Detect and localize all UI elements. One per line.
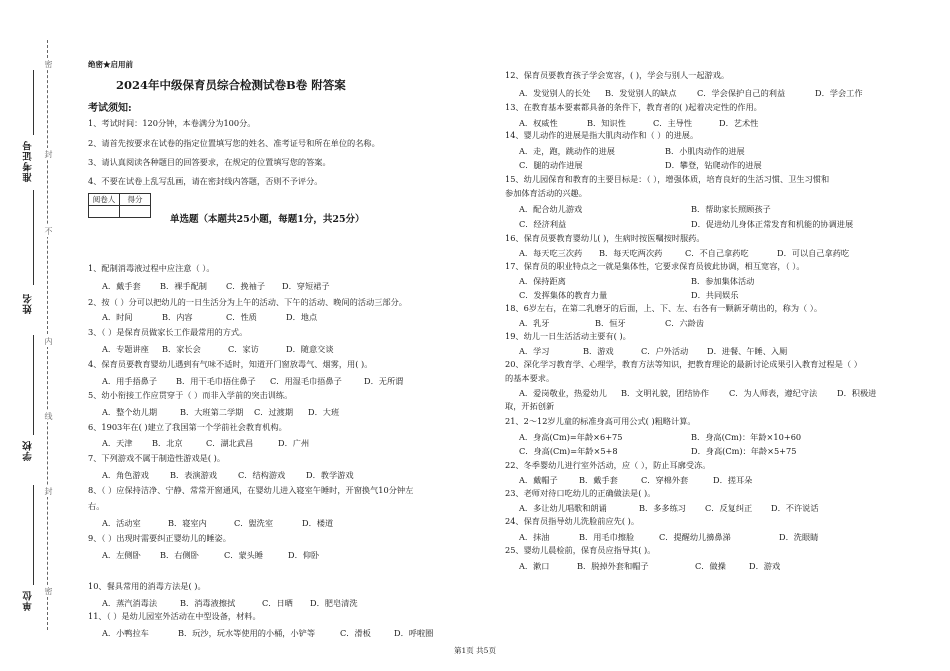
school-label: 学校: [23, 440, 34, 461]
question-options: [102, 344, 334, 355]
seal-char: 密: [44, 60, 53, 68]
reviewer-cell: 阅卷人: [89, 194, 120, 206]
question-options: [519, 219, 853, 230]
question-options: [519, 388, 876, 399]
question-options: [519, 346, 787, 357]
option[interactable]: A．活动室: [102, 518, 141, 528]
question: 24、保育员指导幼儿洗脸前应先( )。: [505, 516, 640, 526]
question: 13、在教育基本要素都具备的条件下，教育者的( )起着决定性的作用。: [505, 102, 762, 112]
option[interactable]: D．随意交谈: [286, 344, 334, 354]
option[interactable]: B．帮助家长照顾孩子: [691, 204, 771, 214]
option[interactable]: C．为人师表，遵纪守法: [729, 388, 818, 398]
question: 17、保育员的职业特点之一就是集体性，它要求保育员彼此协调，相互宽容，（ ）。: [505, 261, 805, 271]
unit-line: [33, 485, 34, 585]
option[interactable]: C．盥洗室: [234, 518, 274, 528]
option[interactable]: C．发挥集体的教育力量: [519, 290, 608, 300]
option[interactable]: A．专题讲座: [102, 344, 149, 354]
question-options: [519, 248, 849, 259]
option[interactable]: D．楼道: [302, 518, 334, 528]
option[interactable]: C．经济利益: [519, 219, 567, 229]
option[interactable]: A．爱岗敬业，热爱幼儿: [519, 388, 607, 398]
option[interactable]: A．整个幼儿期: [102, 407, 158, 417]
question: 14、婴儿动作的进展是指大肌肉动作和（ ）的进展。: [505, 130, 699, 140]
question-options: [102, 598, 358, 609]
question-options: [519, 276, 754, 287]
notice-item: 1、考试时间：120分钟，本卷满分为100分。: [88, 118, 256, 128]
option[interactable]: A．每天吃三次药: [519, 248, 583, 258]
option[interactable]: B．发觉别人的缺点: [605, 88, 677, 98]
admit-number-label: 准考证号: [23, 140, 34, 182]
option[interactable]: A．戴手套: [102, 281, 141, 291]
question-options: [519, 503, 819, 514]
seal-char: 封: [44, 150, 53, 158]
option[interactable]: A．天津: [102, 438, 133, 448]
option[interactable]: C．滑板: [340, 628, 371, 638]
option[interactable]: A．漱口: [519, 561, 550, 571]
option[interactable]: B．多多练习: [639, 503, 686, 513]
option[interactable]: A．时间: [102, 312, 133, 322]
option[interactable]: C．做操: [695, 561, 726, 571]
question-options: [519, 532, 818, 543]
score-box: [88, 193, 151, 218]
option[interactable]: D．学会工作: [815, 88, 863, 98]
option[interactable]: B．戴手套: [579, 475, 618, 485]
question: 5、幼小衔接工作应贯穿于（ ）而非入学前的突击训练。: [88, 390, 293, 400]
option[interactable]: C．过渡期: [254, 407, 294, 417]
option[interactable]: A．用手捂鼻子: [102, 376, 158, 386]
question-options: [102, 438, 309, 449]
page-title: 2024年中级保育员综合检测试卷B卷 附答案: [116, 78, 346, 92]
question: 12、保育员要教育孩子学会宽容，( )，学会与别人一起游戏。: [505, 70, 730, 80]
notice-item: 3、请认真阅读各种题目的回答要求，在规定的位置填写您的答案。: [88, 157, 331, 167]
question: 6、1903年在( )建立了我国第一个学前社会教育机构。: [88, 422, 287, 432]
admit-number-line: [33, 70, 34, 135]
option[interactable]: A．走，跑，跳动作的进展: [519, 146, 615, 156]
option[interactable]: D．可以自己拿药吃: [777, 248, 850, 258]
unit-label: 单位: [23, 590, 34, 611]
option[interactable]: B．脱掉外套和帽子: [577, 561, 649, 571]
option[interactable]: C．腿的动作进展: [519, 160, 583, 170]
seal-char: 不: [44, 227, 53, 235]
option[interactable]: B．右侧卧: [160, 550, 199, 560]
question-options: [519, 475, 752, 486]
option[interactable]: B．北京: [152, 438, 183, 448]
option[interactable]: B．知识性: [587, 118, 626, 128]
option[interactable]: D．广州: [278, 438, 310, 448]
option[interactable]: A．身高(Cm)=年龄×6+75: [519, 432, 623, 442]
question-options: [102, 407, 339, 418]
option[interactable]: D．肥皂清洗: [310, 598, 358, 608]
question: 3、（ ）是保育员做家长工作最常用的方式。: [88, 327, 248, 337]
question-options: [519, 318, 704, 329]
option[interactable]: A．乳牙: [519, 318, 550, 328]
question-options: [519, 290, 739, 301]
score-blank[interactable]: [120, 206, 151, 218]
option[interactable]: A．蒸汽消毒法: [102, 598, 158, 608]
option[interactable]: D．大班: [308, 407, 340, 417]
option[interactable]: B．游戏: [583, 346, 614, 356]
option[interactable]: C．性质: [226, 312, 257, 322]
option[interactable]: B．寝室内: [168, 518, 207, 528]
question: 8、（ ）应保持洁净、宁静、常常开窗通风，在婴幼儿进入寝室午睡时，开窗换气10分钟左: [88, 485, 414, 495]
question-continued: 右。: [88, 501, 105, 511]
question: 19、幼儿一日生活活动主要有( )。: [505, 331, 631, 341]
option[interactable]: C．反复纠正: [705, 503, 753, 513]
question: 10、餐具常用的消毒方法是( )。: [88, 581, 206, 591]
question-options: [102, 550, 319, 561]
question-options: [102, 470, 354, 481]
option[interactable]: C．六龄齿: [665, 318, 705, 328]
option[interactable]: D．穿短裙子: [282, 281, 330, 291]
question: 22、冬季婴幼儿进行室外活动，应（ ），防止耳廓受冻。: [505, 460, 711, 470]
option[interactable]: D．搓耳朵: [713, 475, 753, 485]
page-number: 第1页 共5页: [454, 646, 496, 655]
option[interactable]: D．游戏: [749, 561, 781, 571]
option[interactable]: B．身高(Cm)：年龄×10+60: [691, 432, 802, 442]
option[interactable]: C．学会保护自己的利益: [697, 88, 786, 98]
option[interactable]: C．主导性: [653, 118, 693, 128]
school-line: [33, 335, 34, 435]
option[interactable]: D．教学游戏: [306, 470, 354, 480]
option[interactable]: D．呼啦圈: [394, 628, 434, 638]
question-options: [102, 518, 333, 529]
option[interactable]: A．学习: [519, 346, 550, 356]
option[interactable]: A．多让幼儿唱歌和朗诵: [519, 503, 607, 513]
question-options: [519, 561, 780, 572]
option[interactable]: C．蒙头睡: [224, 550, 264, 560]
option[interactable]: A．抹油: [519, 532, 550, 542]
notice-item: 2、请首先按要求在试卷的指定位置填写您的姓名、准考证号和所在单位的名称。: [88, 138, 380, 148]
section-title: 单选题（本题共25小题，每题1分，共25分）: [170, 214, 365, 225]
seal-char: 封: [44, 487, 53, 495]
option[interactable]: A．戴帽子: [519, 475, 558, 485]
option[interactable]: D．积极进: [837, 388, 877, 398]
option[interactable]: C．用湿毛巾捂鼻子: [270, 376, 342, 386]
score-cell: 得分: [120, 194, 151, 206]
question-continued: 的基本要求。: [505, 373, 555, 383]
option[interactable]: B．大班第二学期: [180, 407, 244, 417]
option[interactable]: B．文明礼貌，团结协作: [621, 388, 709, 398]
question: 23、老师对待口吃幼儿的正确做法是( )。: [505, 488, 656, 498]
question-options: [519, 204, 771, 215]
option[interactable]: C．身高(Cm)=年龄×5+8: [519, 446, 618, 456]
option[interactable]: D．无所谓: [364, 376, 404, 386]
seal-char: 内: [44, 337, 53, 345]
question: 4、保育员要教育婴幼儿遇到有气味不适时，知道开门窗放毒气、烟雾，用( )。: [88, 359, 373, 369]
name-line: [33, 190, 34, 285]
notice-heading: 考试须知:: [88, 103, 132, 114]
question: 21、2～12岁儿童的标准身高可用公式( )粗略计算。: [505, 416, 696, 426]
option[interactable]: C．挽袖子: [226, 281, 266, 291]
option[interactable]: A．配合幼儿游戏: [519, 204, 583, 214]
option[interactable]: B．小肌肉动作的进展: [665, 146, 745, 156]
question-options: [519, 432, 801, 443]
option[interactable]: C．户外活动: [641, 346, 689, 356]
option[interactable]: B．表演游戏: [170, 470, 217, 480]
option[interactable]: C．穿棉外套: [641, 475, 689, 485]
question-options: [102, 628, 433, 639]
option[interactable]: B．恒牙: [595, 318, 626, 328]
option[interactable]: B．用毛巾擦脸: [579, 532, 635, 542]
question-options: [519, 160, 762, 171]
question: 2、按（ ）分可以把幼儿的一日生活分为上午的活动、下午的活动、晚间的活动三部分。: [88, 297, 407, 307]
option[interactable]: B．参加集体活动: [691, 276, 755, 286]
question-continued: 参加体育活动的兴趣。: [505, 188, 587, 198]
option[interactable]: C．不自己拿药吃: [685, 248, 749, 258]
confidential-mark: 绝密★启用前: [88, 60, 133, 69]
name-label: 姓名: [23, 293, 34, 314]
question: 20、深化学习教育学、心理学，教育方法等知识，把教育理论的最新讨论成果引入教育过程是（ ）: [505, 359, 862, 369]
option[interactable]: D．仰卧: [288, 550, 320, 560]
question: 16、保育员要教育婴幼儿( )，生病时按医嘱按时服药。: [505, 233, 705, 243]
question: 9、（ ）出现时需要纠正婴幼儿的睡姿。: [88, 533, 231, 543]
option[interactable]: C．日晒: [262, 598, 293, 608]
option[interactable]: A．左侧卧: [102, 550, 141, 560]
option[interactable]: A．发觉别人的长处: [519, 88, 591, 98]
question: 7、下列游戏不属于制造性游戏是( )。: [88, 453, 226, 463]
option[interactable]: B．消毒液擦拭: [180, 598, 236, 608]
notice-item: 4、不要在试卷上乱写乱画，请在密封线内答题，否则不予评分。: [88, 176, 323, 186]
option[interactable]: D．共同娱乐: [691, 290, 739, 300]
question-options: [519, 146, 745, 157]
option[interactable]: C．提醒幼儿擤鼻涕: [659, 532, 731, 542]
option[interactable]: A．保持距离: [519, 276, 566, 286]
option[interactable]: B．内容: [162, 312, 193, 322]
question: 1、配制消毒液过程中应注意（ ）。: [88, 263, 215, 273]
option[interactable]: C．结构游戏: [238, 470, 286, 480]
option[interactable]: D．洗眼睛: [779, 532, 819, 542]
option[interactable]: C．湖北武昌: [206, 438, 254, 448]
question-options: [519, 446, 796, 457]
option[interactable]: B．每天吃两次药: [599, 248, 663, 258]
seal-char: 线: [44, 412, 53, 420]
option[interactable]: A．角色游戏: [102, 470, 149, 480]
option[interactable]: B．玩沙，玩水等使用的小桶，小铲等: [178, 628, 316, 638]
question: 11、（ ）是幼儿园室外活动在中型设备，材料。: [88, 611, 261, 621]
seal-char: 密: [44, 587, 53, 595]
option-continued: 取，开拓创新: [505, 401, 555, 411]
binding-margin: [0, 0, 62, 671]
option[interactable]: D．攀登，钻爬动作的进展: [665, 160, 762, 170]
question-options: [102, 281, 330, 292]
option[interactable]: D．身高(Cm)：年龄×5+75: [691, 446, 797, 456]
option[interactable]: D．地点: [286, 312, 318, 322]
option[interactable]: B．家长会: [162, 344, 201, 354]
option[interactable]: C．家访: [228, 344, 259, 354]
option[interactable]: D．进餐、午睡、入厕: [707, 346, 788, 356]
reviewer-blank[interactable]: [89, 206, 120, 218]
question: 18、6岁左右，在第二乳磨牙的后面，上、下、左、右各有一颗新牙萌出的，称为（ ）。: [505, 303, 823, 313]
question: 25、婴幼儿晨检前，保育员应指导其( )。: [505, 545, 656, 555]
option[interactable]: B．用干毛巾捂住鼻子: [176, 376, 256, 386]
question-options: [519, 88, 863, 99]
option[interactable]: B．裸手配制: [160, 281, 207, 291]
option[interactable]: A．小鸭拉车: [102, 628, 149, 638]
question-options: [102, 312, 317, 323]
question-options: [102, 376, 403, 387]
option[interactable]: D．不许说话: [771, 503, 819, 513]
question: 15、幼儿园保育和教育的主要目标是：（ ），增强体质，培育良好的生活习惯、卫生习惯和: [505, 174, 830, 184]
option[interactable]: D．艺术性: [719, 118, 759, 128]
question-options: [519, 118, 758, 129]
option[interactable]: A．权威性: [519, 118, 558, 128]
option[interactable]: D．促进幼儿身体正常发育和机能的协调进展: [691, 219, 854, 229]
